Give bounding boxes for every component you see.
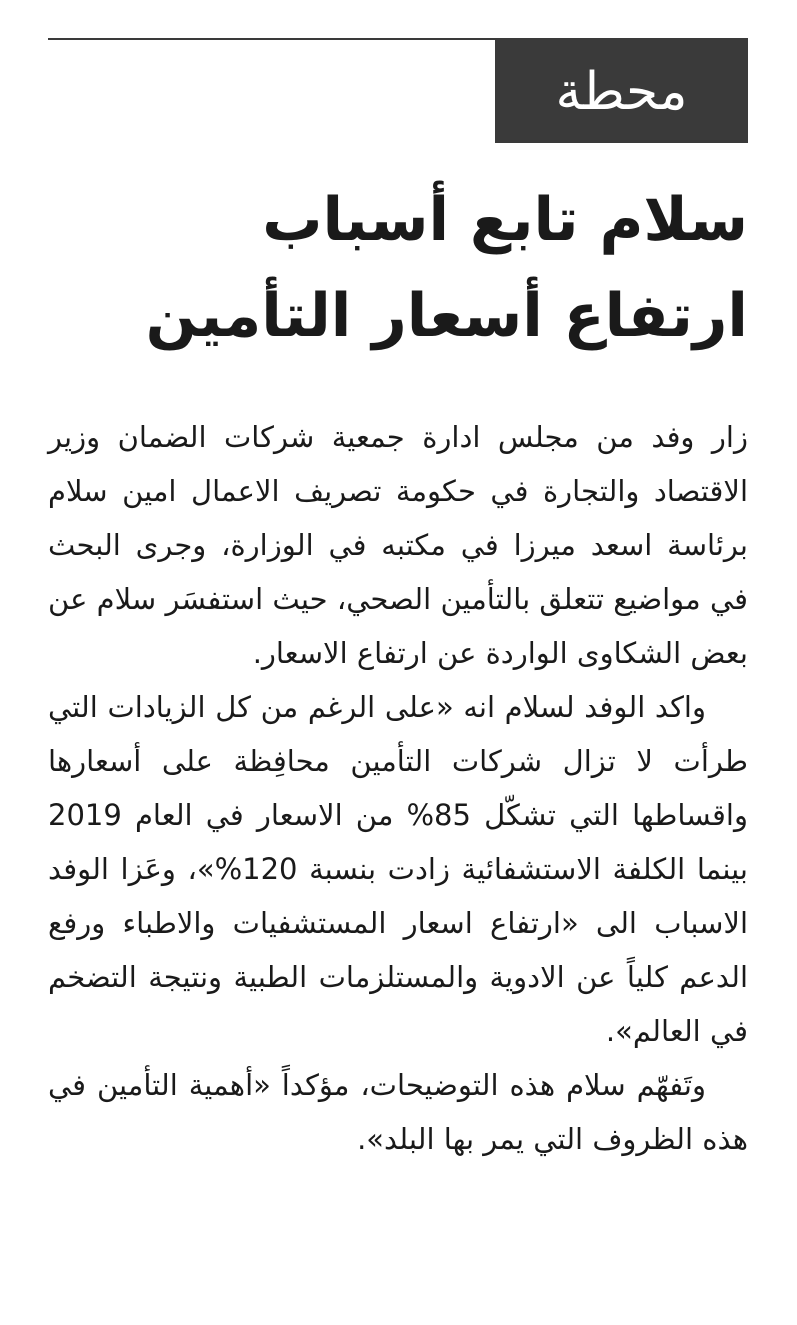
headline-line-1: سلام تابع أسباب bbox=[262, 185, 748, 255]
article-body bbox=[48, 410, 748, 1166]
section-label: محطة bbox=[495, 40, 748, 143]
headline-line-2: ارتفاع أسعار التأمين bbox=[145, 281, 748, 351]
article-paragraph-2: واكد الوفد لسلام انه «على الرغم من كل الزيادات التي طرأت لا تزال شركات التأمين محافِظة على أسعارها واقساطها التي تشكّل 85% من الاسعار في العام 2019 بينما الكلفة الاستشفائية زادت بنسبة 120%»، وعَزا الوفد الاسباب الى «ارتفاع اسعار المستشفيات والاطباء ورفع الدعم كلياً عن الادوية والمستلزمات الطبية ونتيجة التضخم في العالم». bbox=[48, 690, 748, 1048]
article-paragraph-1: زار وفد من مجلس ادارة جمعية شركات الضمان وزير الاقتصاد والتجارة في حكومة تصريف الاعمال امين سلام برئاسة اسعد ميرزا في مكتبه في الوزارة، وجرى البحث في مواضيع تتعلق بالتأمين الصحي، حيث استفسَر سلام عن بعض الشكاوى الواردة عن ارتفاع الاسعار. bbox=[48, 420, 748, 670]
headline bbox=[40, 172, 748, 364]
article-paragraph-3: وتَفهّم سلام هذه التوضيحات، مؤكداً «أهمية التأمين في هذه الظروف التي يمر بها البلد». bbox=[48, 1068, 748, 1156]
